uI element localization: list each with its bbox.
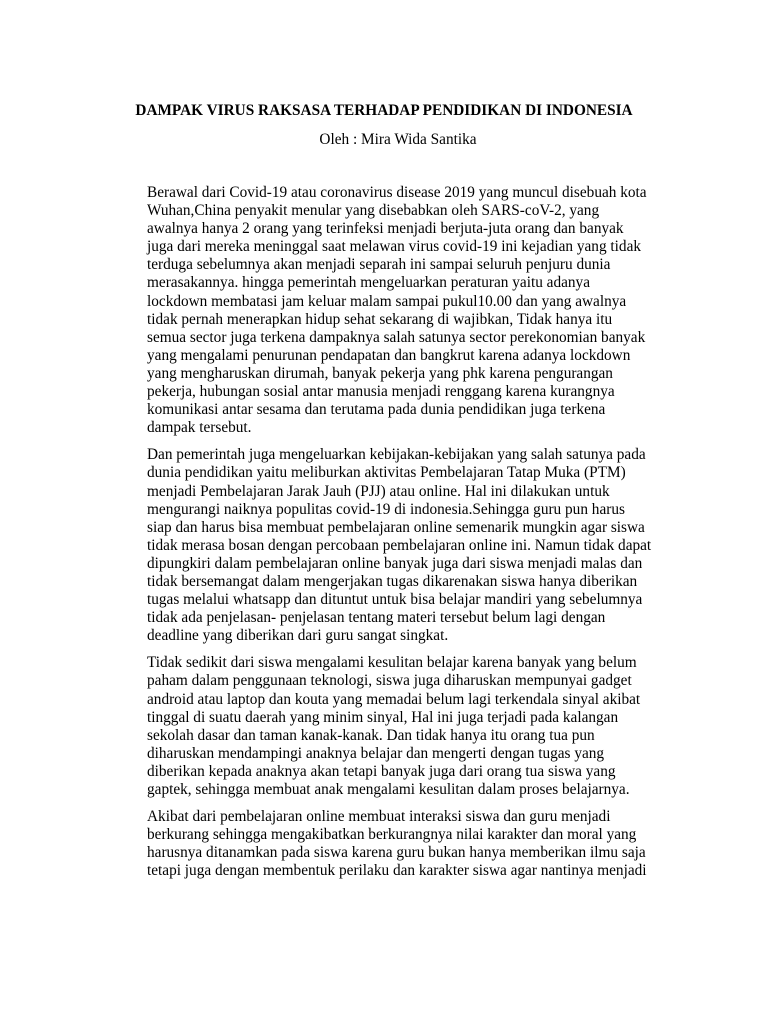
paragraph-line: Akibat dari pembelajaran online membuat interaksi siswa dan guru menjadi xyxy=(147,808,611,826)
paragraph-line: yang mengalami penurunan pendapatan dan bangkrut karena adanya lockdown xyxy=(147,346,631,364)
paragraph-line: pekerja, hubungan sosial antar manusia menjadi renggang karena kurangnya xyxy=(147,383,615,401)
paragraph-line: berkurang sehingga mengakibatkan berkurangnya nilai karakter dan moral yang xyxy=(147,826,637,844)
paragraph-line: merasakannya. hingga pemerintah mengeluarkan peraturan yaitu adanya xyxy=(147,274,590,292)
paragraph-line: tidak bersemangat dalam mengerjakan tugas dikarenakan siswa hanya diberikan xyxy=(147,572,638,590)
paragraph-line: lockdown membatasi jam keluar malam sampai pukul10.00 dan yang awalnya xyxy=(147,292,627,310)
paragraph-line: dampak tersebut. xyxy=(147,419,252,437)
paragraph-line: diberikan kepada anaknya akan tetapi banyak juga dari orang tua siswa yang xyxy=(147,762,616,780)
paragraph-line: tugas melalui whatsapp dan dituntut untuk bisa belajar mandiri yang sebelumnya xyxy=(147,591,643,609)
paragraph-line: yang mengharuskan dirumah, banyak pekerja yang phk karena pengurangan xyxy=(147,364,613,382)
paragraph-line: gaptek, sehingga membuat anak mengalami kesulitan dalam proses belajarnya. xyxy=(147,781,630,798)
document-author: Oleh : Mira Wida Santika xyxy=(319,131,477,148)
paragraph-line: harusnya ditanamkan pada siswa karena guru bukan hanya memberikan ilmu saja xyxy=(147,844,646,862)
paragraph-line: dipungkiri dalam pembelajaran online banyak juga dari siswa menjadi malas dan xyxy=(147,554,643,572)
body-paragraph xyxy=(147,446,667,645)
paragraph-line: dunia pendidikan yaitu meliburkan aktivitas Pembelajaran Tatap Muka (PTM) xyxy=(147,464,626,482)
paragraph-line: tetapi juga dengan membentuk perilaku dan karakter siswa agar nantinya menjadi xyxy=(147,862,647,880)
body-paragraph xyxy=(147,654,667,799)
paragraph-line: awalnya hanya 2 orang yang terinfeksi menjadi berjuta-juta orang dan banyak xyxy=(147,220,624,238)
body-paragraph xyxy=(147,808,667,880)
paragraph-line: terduga sebelumnya akan menjadi separah ini sampai seluruh penjuru dunia xyxy=(147,256,611,274)
paragraph-line: tinggal di suatu daerah yang minim sinyal, Hal ini juga terjadi pada kalangan xyxy=(147,708,619,726)
document-body xyxy=(147,184,667,889)
paragraph-line: siap dan harus bisa membuat pembelajaran online semenarik mungkin agar siswa xyxy=(147,518,645,536)
paragraph-line: mengurangi naiknya populitas covid-19 di indonesia.Sehingga guru pun harus xyxy=(147,500,625,518)
paragraph-line: komunikasi antar sesama dan terutama pada dunia pendidikan juga terkena xyxy=(147,401,606,419)
paragraph-line: Tidak sedikit dari siswa mengalami kesulitan belajar karena banyak yang belum xyxy=(147,654,637,672)
body-paragraph xyxy=(147,184,667,437)
paragraph-line: Wuhan,China penyakit menular yang disebabkan oleh SARS-coV-2, yang xyxy=(147,202,600,220)
paragraph-line: tidak merasa bosan dengan percobaan pembelajaran online ini. Namun tidak dapat xyxy=(147,536,652,554)
paragraph-line: android atau laptop dan kouta yang memadai belum lagi terkendala sinyal akibat xyxy=(147,690,641,708)
paragraph-line: Berawal dari Covid-19 atau coronavirus disease 2019 yang muncul disebuah kota xyxy=(147,184,647,201)
document-title: DAMPAK VIRUS RAKSASA TERHADAP PENDIDIKAN DI INDONESIA xyxy=(135,102,633,119)
paragraph-line: tidak pernah menerapkan hidup sehat sekarang di wajibkan, Tidak hanya itu xyxy=(147,310,613,328)
paragraph-line: tidak ada penjelasan- penjelasan tentang materi tersebut belum lagi dengan xyxy=(147,609,606,627)
paragraph-line: sekolah dasar dan taman kanak-kanak. Dan tidak hanya itu orang tua pun xyxy=(147,726,595,744)
paragraph-line: deadline yang diberikan dari guru sangat singkat. xyxy=(147,627,449,645)
paragraph-line: Dan pemerintah juga mengeluarkan kebijakan-kebijakan yang salah satunya pada xyxy=(147,446,646,464)
paragraph-line: semua sector juga terkena dampaknya salah satunya sector perekonomian banyak xyxy=(147,328,646,346)
paragraph-line: paham dalam penggunaan teknologi, siswa juga diharuskan mempunyai gadget xyxy=(147,672,632,690)
paragraph-line: juga dari mereka meninggal saat melawan virus covid-19 ini kejadian yang tidak xyxy=(147,238,642,256)
paragraph-line: menjadi Pembelajaran Jarak Jauh (PJJ) atau online. Hal ini dilakukan untuk xyxy=(147,482,610,500)
paragraph-line: diharuskan mendampingi anaknya belajar dan mengerti dengan tugas yang xyxy=(147,744,605,762)
